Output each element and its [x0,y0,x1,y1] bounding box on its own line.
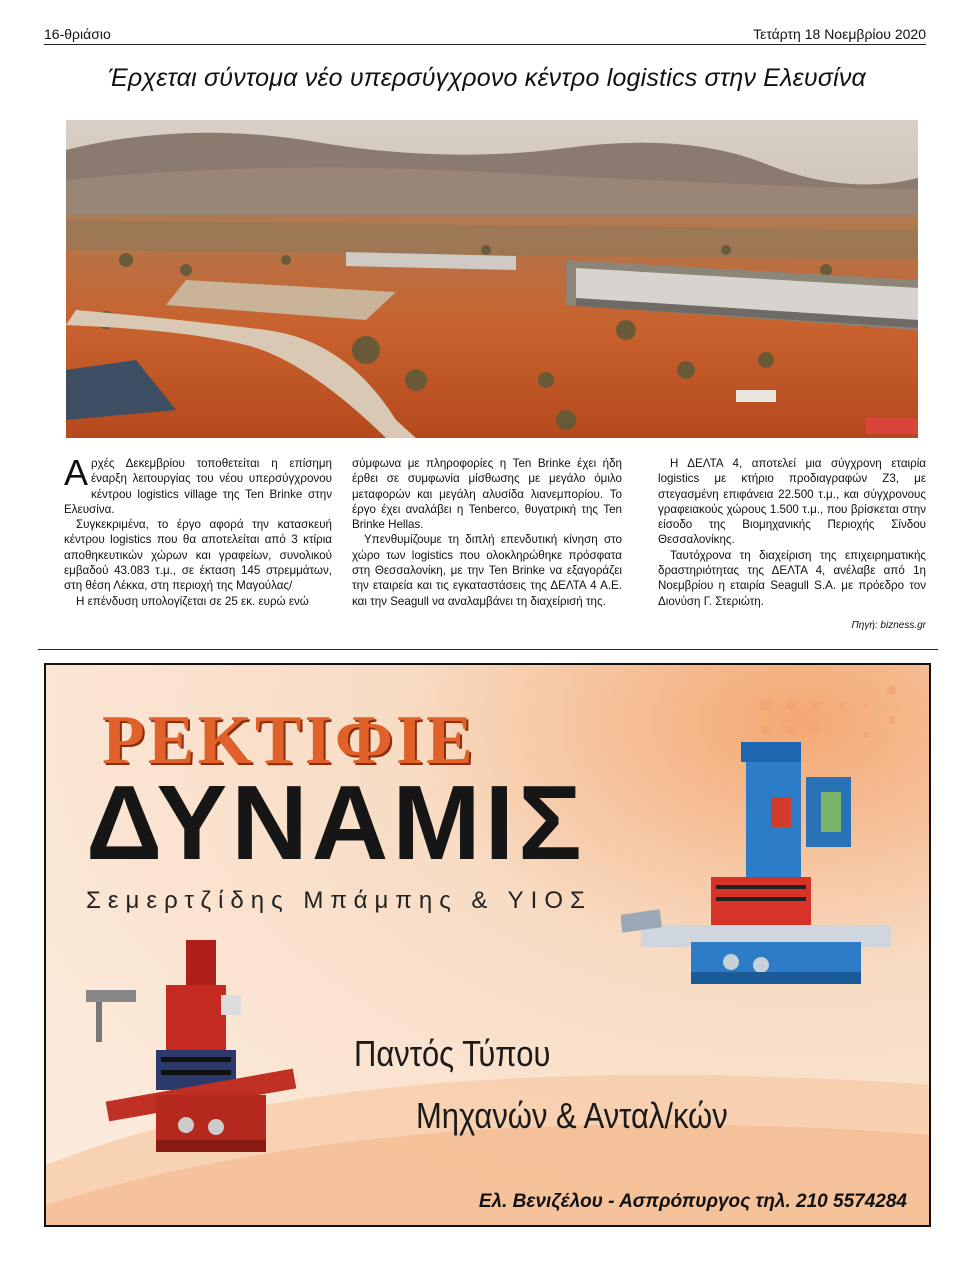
ad-brand-title: ΡΕΚΤΙΦΙΕ [102,702,476,779]
paragraph: σύμφωνα με πληροφορίες η Ten Brinke έχει ήδη έρθει σε συμφωνία μίσθωσης με μεγάλο όμιλο μεταφορών και μεγάλη αλυσίδα λιανεμπορίου. Το έργο έχει αναλάβει η Tenberco, θυγατρική της Ten Brinke Hellas. [352,457,622,532]
ad-brand-name: ΔΥΝΑΜΙΣ [86,764,586,882]
paragraph: Συγκεκριμένα, το έργο αφορά την κατασκευή κέντρου logistics που θα αποτελείται από 3 κτίρια αποθηκευτικών χώρων και γραφείων, συνολικού εμβαδού 43.083 τ.μ., σε έκταση 145 στρεμμάτων, στη θέση Λέκκα, στη περιοχή της Μαγούλας/ [64,518,332,593]
paragraph: Η επένδυση υπολογίζεται σε 25 εκ. ευρώ ενώ [76,594,309,608]
article-column-3 [658,456,926,609]
article-column-1 [64,452,332,609]
aerial-construction-site-photo [66,120,918,438]
paragraph-text: ρχές Δεκεμβρίου τοποθετείται η επίσημη έναρξη λειτουργίας του νέου υπερσύγχρονου κέντρου logistics village της Ten Brinke στην Ελευσίνα. [64,457,332,516]
ad-tagline-1: Παντός Τύπου [354,1033,551,1074]
ad-tagline-2: Μηχανών & Ανταλ/κών [416,1095,728,1136]
paragraph [64,452,332,517]
article-body [64,452,926,626]
issue-date: Τετάρτη 18 Νοεμβρίου 2020 [753,26,926,42]
ad-contact-line: Ελ. Βενιζέλου - Ασπρόπυργος τηλ. 210 5574284 [478,1191,907,1212]
blue-grinding-machine-icon [621,737,901,1007]
page-number: 16-θριάσιο [44,26,111,42]
dropcap: Α [64,452,89,493]
article-source: Πηγή: bizness.gr [851,620,926,631]
article-column-2 [352,456,622,609]
article-headline: Έρχεται σύντομα νέο υπερσύγχρονο κέντρο logistics στην Ελευσίνα [107,64,867,92]
advertisement [44,663,931,1227]
red-boring-machine-icon [66,935,316,1175]
ad-owner-line: Σεμερτζίδης Μπάμπης & ΥΙΟΣ [86,887,592,914]
page-header [44,26,926,45]
section-divider [38,649,938,650]
paragraph: Ταυτόχρονα τη διαχείριση της επιχειρηματικής δραστηριότητας της ΔΕΛΤΑ 4, ανέλαβε από 1η Νοεμβρίου η εταιρία Seagull S.A. με πρόεδρο τον Διονύση Γ. Στεριώτη. [658,548,926,608]
paragraph: Η ΔΕΛΤΑ 4, αποτελεί μια σύγχρονη εταιρία logistics με κτήριο προδιαγραφών Ζ3, με στεγασμένη επιφάνεια 22.500 τ.μ., και σύγχρονους γραφειακούς χώρους 1.500 τ.μ., που βρίσκεται στην είσοδο της Βιομηχανικής Περιοχής Σίνδου Θεσσαλονίκης. [658,457,926,547]
paragraph: Υπενθυμίζουμε τη διπλή επενδυτική κίνηση στο χώρο των logistics που ολοκληρώθηκε πρόσφατα στη Θεσσαλονίκη, με την Ten Brinke να εξαγοράζει την εταιρεία και τις εγκαταστάσεις της ΔΕΛΤΑ 4 Α.Ε. και την Seagull να αναλαμβάνει τη διαχείρισή της. [352,533,622,608]
